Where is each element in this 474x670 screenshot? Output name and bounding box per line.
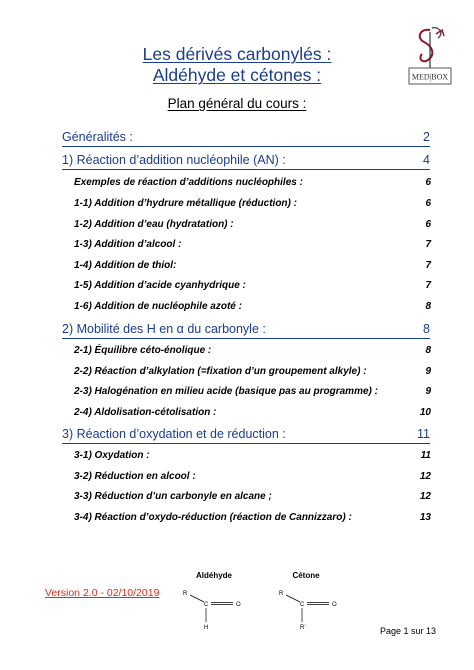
toc-page: 8 <box>425 301 431 312</box>
version-label: Version 2.0 - 02/10/2019 <box>45 587 160 599</box>
cetone-name: Cétone <box>292 571 320 580</box>
aldehyde-c: C <box>204 602 209 608</box>
toc-label: 2-4) Aldolisation-cétolisation : <box>74 407 217 418</box>
toc-page: 13 <box>419 512 431 523</box>
toc-label: 1-3) Addition d’alcool : <box>74 239 182 250</box>
toc-label: 2-1) Équilibre céto-énolique : <box>74 345 212 356</box>
toc-page: 7 <box>425 280 431 291</box>
toc-page: 12 <box>419 491 431 502</box>
document-title-line2: Aldéhyde et cétones : <box>152 65 322 85</box>
toc-page: 6 <box>425 177 431 188</box>
toc-label: Exemples de réaction d’additions nucléophiles : <box>74 177 303 188</box>
toc-label: Généralités : <box>62 130 133 144</box>
toc-page: 6 <box>425 198 431 209</box>
aldehyde-h: H <box>204 625 209 631</box>
toc-label: 2-2) Réaction d’alkylation (=fixation d’un groupement alkyle) : <box>74 366 367 377</box>
toc-item[interactable] <box>74 491 431 502</box>
toc-item[interactable] <box>74 198 431 209</box>
toc-page: 7 <box>425 260 431 271</box>
toc-item[interactable] <box>74 386 431 397</box>
toc-page: 8 <box>423 322 430 336</box>
toc-label: 2) Mobilité des H en α du carbonyle : <box>62 322 266 336</box>
cetone-c: C <box>300 602 305 608</box>
toc-label: 1-4) Addition de thiol: <box>74 260 177 271</box>
toc-page: 11 <box>417 427 430 441</box>
toc-item[interactable] <box>74 177 431 188</box>
plan-heading: Plan général du cours : <box>167 96 307 111</box>
toc-page: 9 <box>425 366 431 377</box>
toc-label: 1-2) Addition d’eau (hydratation) : <box>74 219 234 230</box>
toc-label: 1-1) Addition d’hydrure métallique (réduction) : <box>74 198 297 209</box>
toc-item[interactable] <box>74 219 431 230</box>
document-title-line1: Les dérivés carbonylés : <box>142 44 332 64</box>
logo-text: MED|BOX <box>411 72 449 82</box>
toc-label: 2-3) Halogénation en milieu acide (basique pas au programme) : <box>74 386 378 397</box>
toc-label: 3-1) Oxydation : <box>74 450 150 461</box>
toc-page: 9 <box>425 386 431 397</box>
toc-page: 2 <box>423 130 430 144</box>
toc-section-generalites[interactable] <box>62 130 430 147</box>
aldehyde-name: Aldéhyde <box>195 571 233 580</box>
toc-item[interactable] <box>74 345 431 356</box>
toc-label: 3) Réaction d’oxydation et de réduction : <box>62 427 286 441</box>
toc-label: 1-6) Addition de nucléophile azoté : <box>74 301 242 312</box>
page-number: Page 1 sur 13 <box>380 626 437 636</box>
toc-label: 1-5) Addition d’acide cyanhydrique : <box>74 280 246 291</box>
toc-item[interactable] <box>74 407 431 418</box>
cetone-r2: R’ <box>300 625 306 631</box>
toc-item[interactable] <box>74 301 431 312</box>
toc-item[interactable] <box>74 450 431 461</box>
aldehyde-r: R <box>183 591 188 597</box>
toc-item[interactable] <box>74 280 431 291</box>
aldehyde-structure <box>168 566 268 638</box>
toc-item[interactable] <box>74 239 431 250</box>
cetone-structure <box>268 566 368 638</box>
aldehyde-o: O <box>236 602 241 608</box>
medbox-logo <box>406 24 454 94</box>
toc-item[interactable] <box>74 512 431 523</box>
toc-item[interactable] <box>74 366 431 377</box>
cetone-r: R <box>279 591 284 597</box>
toc-page: 6 <box>425 219 431 230</box>
toc-page: 4 <box>423 153 430 167</box>
toc-item[interactable] <box>74 260 431 271</box>
toc-section-3[interactable] <box>62 427 430 444</box>
toc-label: 3-4) Réaction d’oxydo-réduction (réaction de Cannizzaro) : <box>74 512 352 523</box>
toc-section-2[interactable] <box>62 322 430 339</box>
toc-label: 3-3) Réduction d’un carbonyle en alcane ; <box>74 491 272 502</box>
cetone-o: O <box>332 602 337 608</box>
toc-label: 3-2) Réduction en alcool : <box>74 471 196 482</box>
toc-label: 1) Réaction d’addition nucléophile (AN) : <box>62 153 286 167</box>
toc-page: 10 <box>419 407 431 418</box>
toc-item[interactable] <box>74 471 431 482</box>
toc-page: 7 <box>425 239 431 250</box>
toc-page: 12 <box>419 471 431 482</box>
toc-page: 8 <box>425 345 431 356</box>
toc-page: 11 <box>420 450 431 461</box>
toc-section-1[interactable] <box>62 153 430 170</box>
